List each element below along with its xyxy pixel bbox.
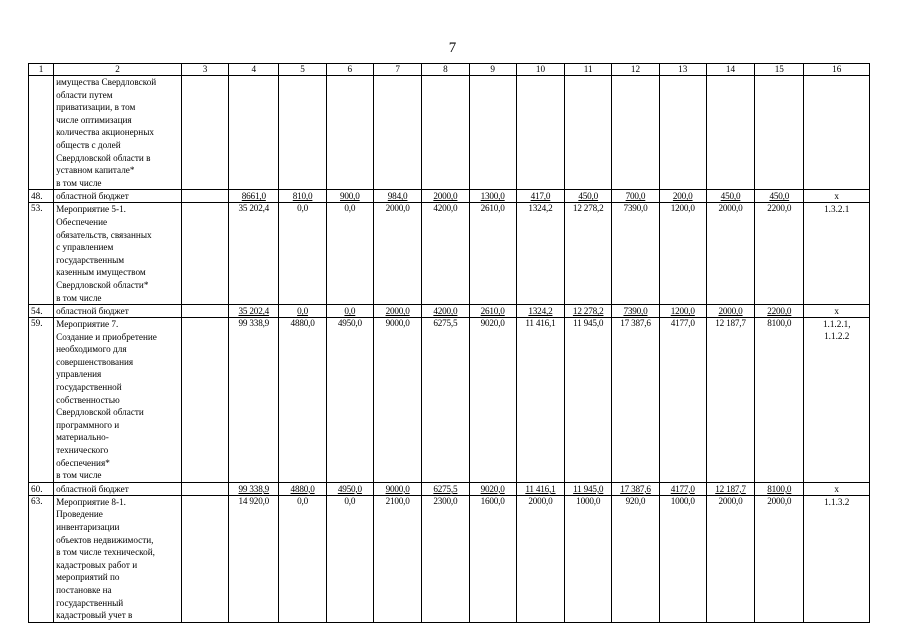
value-cell: 14 920,0: [229, 495, 279, 622]
row-name-line: кадастровых работ и: [56, 559, 138, 570]
value-cell: 17 387,6: [612, 482, 659, 495]
row-name: [54, 203, 182, 305]
value-cell: 0,0: [279, 203, 326, 305]
value-cell: 1300,0: [469, 190, 516, 203]
cell-col3: [181, 482, 228, 495]
column-header: 10: [516, 64, 564, 76]
value-cell: 900,0: [326, 190, 373, 203]
value-cell: 2610,0: [469, 203, 516, 305]
target-indicator-line: x: [834, 483, 840, 494]
value-cell: 984,0: [373, 190, 421, 203]
column-header: 9: [469, 64, 516, 76]
cell-col3: [181, 495, 228, 622]
target-indicator-cell: [804, 305, 870, 318]
value-cell: 8661,0: [229, 190, 279, 203]
budget-table: [28, 63, 870, 623]
target-indicator-line: 1.1.2.1,: [822, 319, 851, 330]
row-name-line: постановке на: [56, 584, 112, 595]
row-name-line: в том числе технической,: [56, 547, 155, 558]
table-row: [29, 76, 870, 190]
column-header: 1: [29, 64, 54, 76]
value-cell: 12 187,7: [706, 318, 754, 483]
row-name-line: Обеспечение: [56, 216, 108, 227]
value-cell: 9020,0: [469, 318, 516, 483]
value-cell: 2200,0: [755, 305, 804, 318]
value-cell: 4950,0: [326, 482, 373, 495]
value-cell: 2000,0: [755, 495, 804, 622]
row-name-line: числе оптимизация: [56, 114, 132, 125]
row-name-line: количества акционерных: [56, 127, 154, 138]
value-cell: 11 416,1: [516, 482, 564, 495]
value-cell: 1324,2: [516, 305, 564, 318]
row-number: 60.: [29, 482, 54, 495]
row-name-line: государственной: [56, 382, 122, 393]
row-number: [29, 76, 54, 190]
value-cell: 12 187,7: [706, 482, 754, 495]
value-cell: 4880,0: [279, 318, 326, 483]
value-cell: 810,0: [279, 190, 326, 203]
value-cell: 0,0: [326, 203, 373, 305]
target-indicator-cell: [804, 190, 870, 203]
value-cell: 200,0: [659, 190, 706, 203]
row-name: [54, 76, 182, 190]
row-name-line: кадастровый учет в: [56, 610, 133, 621]
value-cell: 11 416,1: [516, 318, 564, 483]
value-cell: 8100,0: [755, 482, 804, 495]
value-cell: 0,0: [326, 305, 373, 318]
row-name-line: Свердловской области: [56, 407, 144, 418]
target-indicator-cell: [804, 318, 870, 483]
table-row: [29, 203, 870, 305]
value-cell: 11 945,0: [565, 482, 612, 495]
cell-col3: [181, 76, 228, 190]
value-cell: [516, 76, 564, 190]
row-name: [54, 495, 182, 622]
value-cell: 2000,0: [706, 305, 754, 318]
target-indicator-cell: [804, 482, 870, 495]
row-name-line: в том числе: [56, 470, 102, 481]
table-row: [29, 482, 870, 495]
value-cell: 35 202,4: [229, 203, 279, 305]
value-cell: 417,0: [516, 190, 564, 203]
header-row: [29, 64, 870, 76]
value-cell: 2100,0: [373, 495, 421, 622]
target-indicator-cell: [804, 203, 870, 305]
row-name: [54, 305, 182, 318]
row-name-line: Мероприятие 7.: [56, 319, 119, 330]
table-row: [29, 305, 870, 318]
value-cell: 450,0: [565, 190, 612, 203]
value-cell: [659, 76, 706, 190]
column-header: 16: [804, 64, 870, 76]
value-cell: 1200,0: [659, 305, 706, 318]
column-header: 12: [612, 64, 659, 76]
target-indicator-cell: [804, 76, 870, 190]
row-name-line: необходимого для: [56, 344, 127, 355]
value-cell: 35 202,4: [229, 305, 279, 318]
row-number: 48.: [29, 190, 54, 203]
table-row: [29, 190, 870, 203]
row-name-line: казенным имуществом: [56, 267, 146, 278]
row-name-line: областной бюджет: [56, 483, 129, 494]
row-name-line: государственным: [56, 254, 125, 265]
row-name: [54, 318, 182, 483]
row-name: [54, 190, 182, 203]
value-cell: 450,0: [755, 190, 804, 203]
value-cell: 11 945,0: [565, 318, 612, 483]
row-name-line: государственный: [56, 597, 124, 608]
column-header: 8: [422, 64, 469, 76]
value-cell: 4177,0: [659, 318, 706, 483]
value-cell: 8100,0: [755, 318, 804, 483]
value-cell: 0,0: [279, 495, 326, 622]
value-cell: 1600,0: [469, 495, 516, 622]
value-cell: [565, 76, 612, 190]
value-cell: 700,0: [612, 190, 659, 203]
value-cell: 0,0: [326, 495, 373, 622]
row-name-line: области путем: [56, 89, 113, 100]
value-cell: 9020,0: [469, 482, 516, 495]
value-cell: 6275,5: [422, 482, 469, 495]
value-cell: [326, 76, 373, 190]
row-name-line: уставном капитале*: [56, 165, 135, 176]
value-cell: [279, 76, 326, 190]
value-cell: 450,0: [706, 190, 754, 203]
row-name-line: мероприятий по: [56, 572, 120, 583]
row-name-line: областной бюджет: [56, 191, 129, 202]
value-cell: 7390,0: [612, 203, 659, 305]
cell-col3: [181, 203, 228, 305]
row-name-line: Мероприятие 8-1.: [56, 496, 126, 507]
value-cell: [373, 76, 421, 190]
value-cell: 99 338,9: [229, 318, 279, 483]
column-header: 14: [706, 64, 754, 76]
row-name-line: областной бюджет: [56, 306, 129, 317]
value-cell: 2000,0: [516, 495, 564, 622]
cell-col3: [181, 305, 228, 318]
column-header: 15: [755, 64, 804, 76]
cell-col3: [181, 318, 228, 483]
row-name-line: технического: [56, 445, 109, 456]
value-cell: [422, 76, 469, 190]
value-cell: [229, 76, 279, 190]
row-name-line: обязательств, связанных: [56, 229, 152, 240]
row-name-line: имущества Свердловской: [56, 77, 157, 87]
value-cell: 6275,5: [422, 318, 469, 483]
row-name-line: Мероприятие 5-1.: [56, 204, 126, 215]
table-row: [29, 495, 870, 622]
target-indicator-line: x: [834, 306, 840, 317]
value-cell: 4880,0: [279, 482, 326, 495]
value-cell: 4950,0: [326, 318, 373, 483]
value-cell: 4200,0: [422, 203, 469, 305]
row-name-line: приватизации, в том: [56, 102, 136, 113]
column-header: 13: [659, 64, 706, 76]
value-cell: 2610,0: [469, 305, 516, 318]
value-cell: 17 387,6: [612, 318, 659, 483]
value-cell: 2000,0: [373, 305, 421, 318]
value-cell: 2300,0: [422, 495, 469, 622]
row-name-line: обществ с долей: [56, 139, 121, 150]
row-name-line: совершенствования: [56, 356, 134, 367]
value-cell: 1000,0: [659, 495, 706, 622]
value-cell: 4177,0: [659, 482, 706, 495]
column-header: 2: [54, 64, 182, 76]
column-header: 6: [326, 64, 373, 76]
row-name-line: собственностью: [56, 394, 120, 405]
row-name-line: Свердловской области*: [56, 279, 149, 290]
value-cell: 920,0: [612, 495, 659, 622]
value-cell: 4200,0: [422, 305, 469, 318]
row-name-line: объектов недвижимости,: [56, 534, 154, 545]
row-name-line: обеспечения*: [56, 457, 110, 468]
table-body: [29, 76, 870, 623]
value-cell: [755, 76, 804, 190]
row-name-line: материально-: [56, 432, 109, 443]
column-header: 7: [373, 64, 421, 76]
column-header: 5: [279, 64, 326, 76]
value-cell: [706, 76, 754, 190]
target-indicator-line: x: [834, 191, 840, 202]
row-name-line: Создание и приобретение: [56, 331, 157, 342]
value-cell: 2000,0: [706, 203, 754, 305]
target-indicator-line: 1.1.3.2: [824, 496, 850, 507]
value-cell: 1000,0: [565, 495, 612, 622]
value-cell: 12 278,2: [565, 203, 612, 305]
column-header: 3: [181, 64, 228, 76]
column-header: 11: [565, 64, 612, 76]
value-cell: 2000,0: [706, 495, 754, 622]
value-cell: 1200,0: [659, 203, 706, 305]
value-cell: 0,0: [279, 305, 326, 318]
page-number: 7: [448, 40, 457, 56]
value-cell: 9000,0: [373, 482, 421, 495]
row-number: 63.: [29, 495, 54, 622]
row-name-line: инвентаризации: [56, 522, 120, 532]
target-indicator-line: 1.3.2.1: [824, 204, 850, 215]
row-name-line: в том числе: [56, 292, 102, 303]
value-cell: 7390,0: [612, 305, 659, 318]
row-number: 59.: [29, 318, 54, 483]
row-name-line: Проведение: [56, 509, 103, 520]
value-cell: 2200,0: [755, 203, 804, 305]
column-header: 4: [229, 64, 279, 76]
row-name-line: программного и: [56, 419, 120, 430]
row-number: 53.: [29, 203, 54, 305]
target-indicator-line: 1.1.2.2: [824, 331, 850, 342]
value-cell: 2000,0: [422, 190, 469, 203]
row-name: [54, 482, 182, 495]
table-row: [29, 318, 870, 483]
value-cell: 99 338,9: [229, 482, 279, 495]
value-cell: 1324,2: [516, 203, 564, 305]
value-cell: 12 278,2: [565, 305, 612, 318]
value-cell: [469, 76, 516, 190]
row-number: 54.: [29, 305, 54, 318]
row-name-line: с управлением: [56, 242, 114, 253]
value-cell: 9000,0: [373, 318, 421, 483]
row-name-line: Свердловской области в: [56, 152, 151, 163]
value-cell: [612, 76, 659, 190]
row-name-line: в том числе: [56, 177, 102, 188]
target-indicator-cell: [804, 495, 870, 622]
row-name-line: управления: [56, 369, 102, 380]
cell-col3: [181, 190, 228, 203]
value-cell: 2000,0: [373, 203, 421, 305]
